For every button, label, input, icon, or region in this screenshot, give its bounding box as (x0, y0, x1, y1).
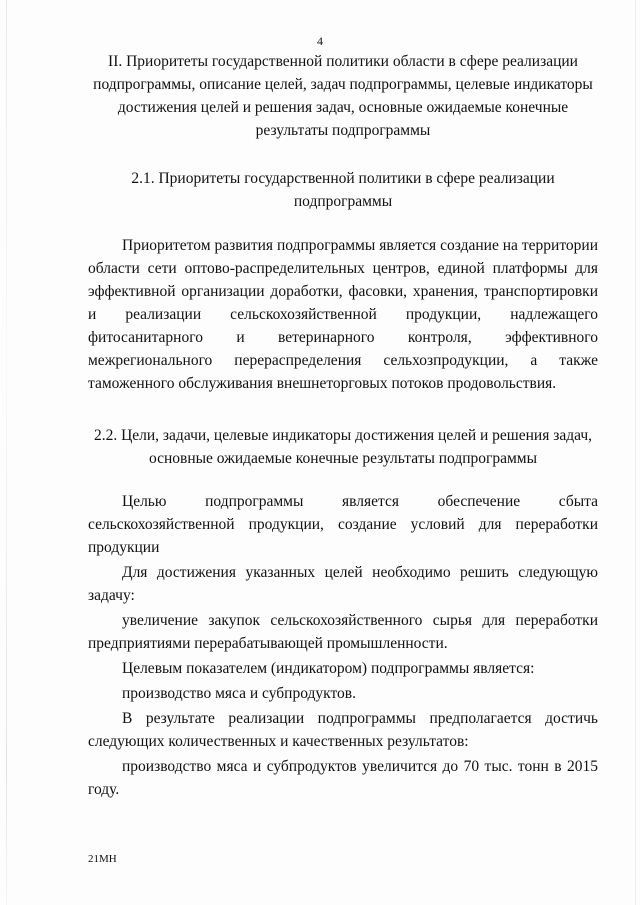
paragraph-indicator: производство мяса и субпродуктов. (122, 685, 356, 702)
section-title: II. Приоритеты государственной политики области в сфере реализации подпрограммы, описание целей, задач подпрограммы, целевые индикаторы достижения целей и решения задач, основные ожидаемые конечные результаты подпрограммы (93, 53, 593, 139)
scan-edge-left (6, 0, 7, 905)
paragraph-indicator-intro: Целевым показателем (индикатором) подпрограммы является: (122, 660, 535, 677)
paragraph-task-intro: Для достижения указанных целей необходимо решить следующую задачу: (88, 564, 598, 604)
subsection-2-1-title: 2.1. Приоритеты государственной политики в сфере реализации подпрограммы (131, 170, 555, 210)
paragraph-priority: Приоритетом развития подпрограммы является создание на территории области сети оптово-распределительных центров, единой платформы для эффективной организации доработки, фасовки, хранения, транспортировки и реализации сельскохозяйственной продукции, надлежащего фитосанитарного и ветеринарного контроля, эффективного межрегионального перераспределения сельхозпродукции, а также таможенного обслуживания внешнеторговых потоков продовольствия. (88, 237, 598, 392)
paragraph-task: увеличение закупок сельскохозяйственного сырья для переработки предприятиями перерабатывающей промышленности. (88, 612, 598, 652)
scan-edge-right (635, 0, 636, 905)
paragraph-results-intro: В результате реализации подпрограммы предполагается достичь следующих количественных и качественных результатов: (88, 710, 598, 750)
subsection-2-1-body (88, 234, 598, 395)
page-number: 4 (317, 34, 323, 48)
subsection-2-2-body (88, 490, 598, 803)
paragraph-goal: Целью подпрограммы является обеспечение сбыта сельскохозяйственной продукции, создание условий для переработки продукции (88, 493, 598, 556)
subsection-2-2-title: 2.2. Цели, задачи, целевые индикаторы достижения целей и решения задач, основные ожидаемые конечные результаты подпрограммы (93, 427, 593, 467)
paragraph-result: производство мяса и субпродуктов увеличится до 70 тыс. тонн в 2015 году. (88, 758, 598, 798)
footer-code: 21МН (88, 853, 117, 865)
